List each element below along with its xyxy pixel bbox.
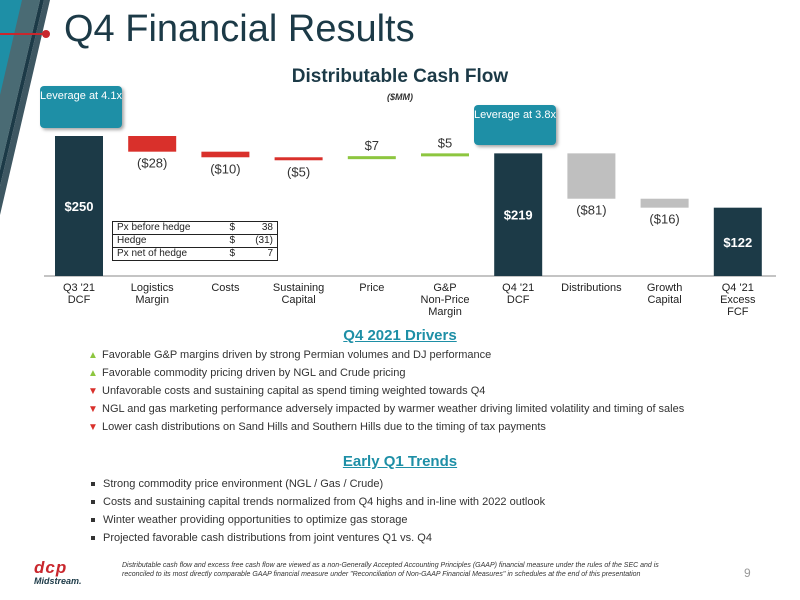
up-arrow-icon: ▲: [88, 367, 98, 379]
footnote: Distributable cash flow and excess free cash flow are viewed as a non-Generally Accepted Accounting Principles (GAAP) financial measure under the rules of the SEC and is reconciled to its most directly comparable GAAP financial measure under "Reconciliation of Non-GAAP Financial Measures" in schedules at the end of this presentation: [122, 562, 659, 578]
bar-value-label: ($16): [649, 211, 680, 227]
bullet-icon: [91, 536, 95, 540]
bullet-icon: [91, 518, 95, 522]
category-label: Sustaining Capital: [272, 282, 325, 306]
driver-text: NGL and gas marketing performance adversely impacted by warmer weather driving limited volatility and timing of sales: [102, 403, 685, 415]
driver-text: Favorable G&P margins driven by strong Permian volumes and DJ performance: [102, 349, 492, 361]
trend-text: Strong commodity price environment (NGL / Gas / Crude): [103, 478, 384, 490]
hedge-row-before: [113, 222, 278, 235]
trend-item: [86, 529, 545, 547]
driver-item: [86, 418, 684, 436]
category-label: Distributions: [561, 282, 622, 294]
bar-increase: [348, 156, 396, 159]
bullet-icon: [91, 482, 95, 486]
trend-text: Winter weather providing opportunities to optimize gas storage: [103, 514, 408, 526]
driver-text: Lower cash distributions on Sand Hills and Southern Hills due to the timing of tax payments: [102, 421, 546, 433]
category-label: Growth Capital: [646, 282, 683, 306]
category-label: Q4 '21 DCF: [502, 282, 535, 306]
category-label: Q4 '21 Excess FCF: [720, 282, 756, 318]
hedge-row-net: [113, 248, 278, 261]
hedge-label: Px net of hedge: [113, 248, 214, 261]
page-title: Q4 Financial Results: [64, 8, 415, 50]
drivers-list: [86, 346, 684, 436]
hedge-row-hedge: [113, 235, 278, 248]
leverage-callout-q4: Leverage at 3.8x: [474, 105, 556, 145]
leverage-callout-q3: Leverage at 4.1x: [40, 86, 122, 128]
bar-increase: [421, 153, 469, 156]
up-arrow-icon: ▲: [88, 349, 98, 361]
company-logo: [34, 559, 90, 586]
bar-value-label: ($10): [210, 161, 241, 177]
bar-value-label: $7: [364, 138, 380, 154]
category-label: G&P Non-Price Margin: [420, 282, 470, 318]
hedge-currency: $: [213, 222, 239, 235]
trends-list: [86, 475, 545, 547]
category-label: Costs: [211, 282, 240, 294]
hedge-label: Px before hedge: [113, 222, 214, 235]
hedge-table: [112, 221, 278, 261]
driver-item: [86, 382, 684, 400]
hedge-value: 38: [239, 222, 278, 235]
logo-wordmark: dcp: [34, 558, 68, 577]
bar-decrease: [128, 136, 176, 152]
logo-subtext: Midstream.: [34, 576, 82, 586]
down-arrow-icon: ▼: [88, 421, 98, 433]
category-label: Q3 '21 DCF: [62, 282, 96, 306]
hedge-currency: $: [213, 235, 239, 248]
category-label: Price: [359, 282, 385, 294]
category-label: Logistics Margin: [130, 282, 174, 306]
driver-text: Unfavorable costs and sustaining capital as spend timing weighted towards Q4: [102, 385, 486, 397]
chart-subtitle: ($MM): [387, 92, 413, 102]
bar-value-label: $5: [437, 135, 453, 151]
down-arrow-icon: ▼: [88, 403, 98, 415]
bar-value-label: $122: [723, 234, 753, 250]
down-arrow-icon: ▼: [88, 385, 98, 397]
driver-item: [86, 346, 684, 364]
bullet-icon: [91, 500, 95, 504]
bar-value-label: $219: [503, 207, 533, 223]
bar-value-label: ($81): [576, 202, 607, 218]
hedge-currency: $: [213, 248, 239, 261]
trend-item: [86, 511, 545, 529]
bar-value-label: ($5): [287, 164, 311, 180]
trend-text: Projected favorable cash distributions from joint ventures Q1 vs. Q4: [103, 532, 432, 544]
bar-value-label: $250: [64, 199, 94, 214]
driver-item: [86, 364, 684, 382]
trend-text: Costs and sustaining capital trends normalized from Q4 highs and in-line with 2022 outlook: [103, 496, 546, 508]
bar-decrease: [567, 153, 615, 198]
drivers-heading: Q4 2021 Drivers: [343, 327, 457, 344]
bar-decrease: [275, 157, 323, 160]
trend-item: [86, 475, 545, 493]
page-number: 9: [744, 566, 751, 580]
trend-item: [86, 493, 545, 511]
chart-title: Distributable Cash Flow: [291, 66, 509, 87]
hedge-label: Hedge: [113, 235, 214, 248]
bar-decrease: [641, 199, 689, 208]
driver-text: Favorable commodity pricing driven by NGL and Crude pricing: [102, 367, 406, 379]
bar-value-label: ($28): [137, 155, 168, 171]
bar-decrease: [201, 152, 249, 158]
hedge-value: (31): [239, 235, 278, 248]
trends-heading: Early Q1 Trends: [342, 453, 458, 470]
driver-item: [86, 400, 684, 418]
hedge-value: 7: [239, 248, 278, 261]
